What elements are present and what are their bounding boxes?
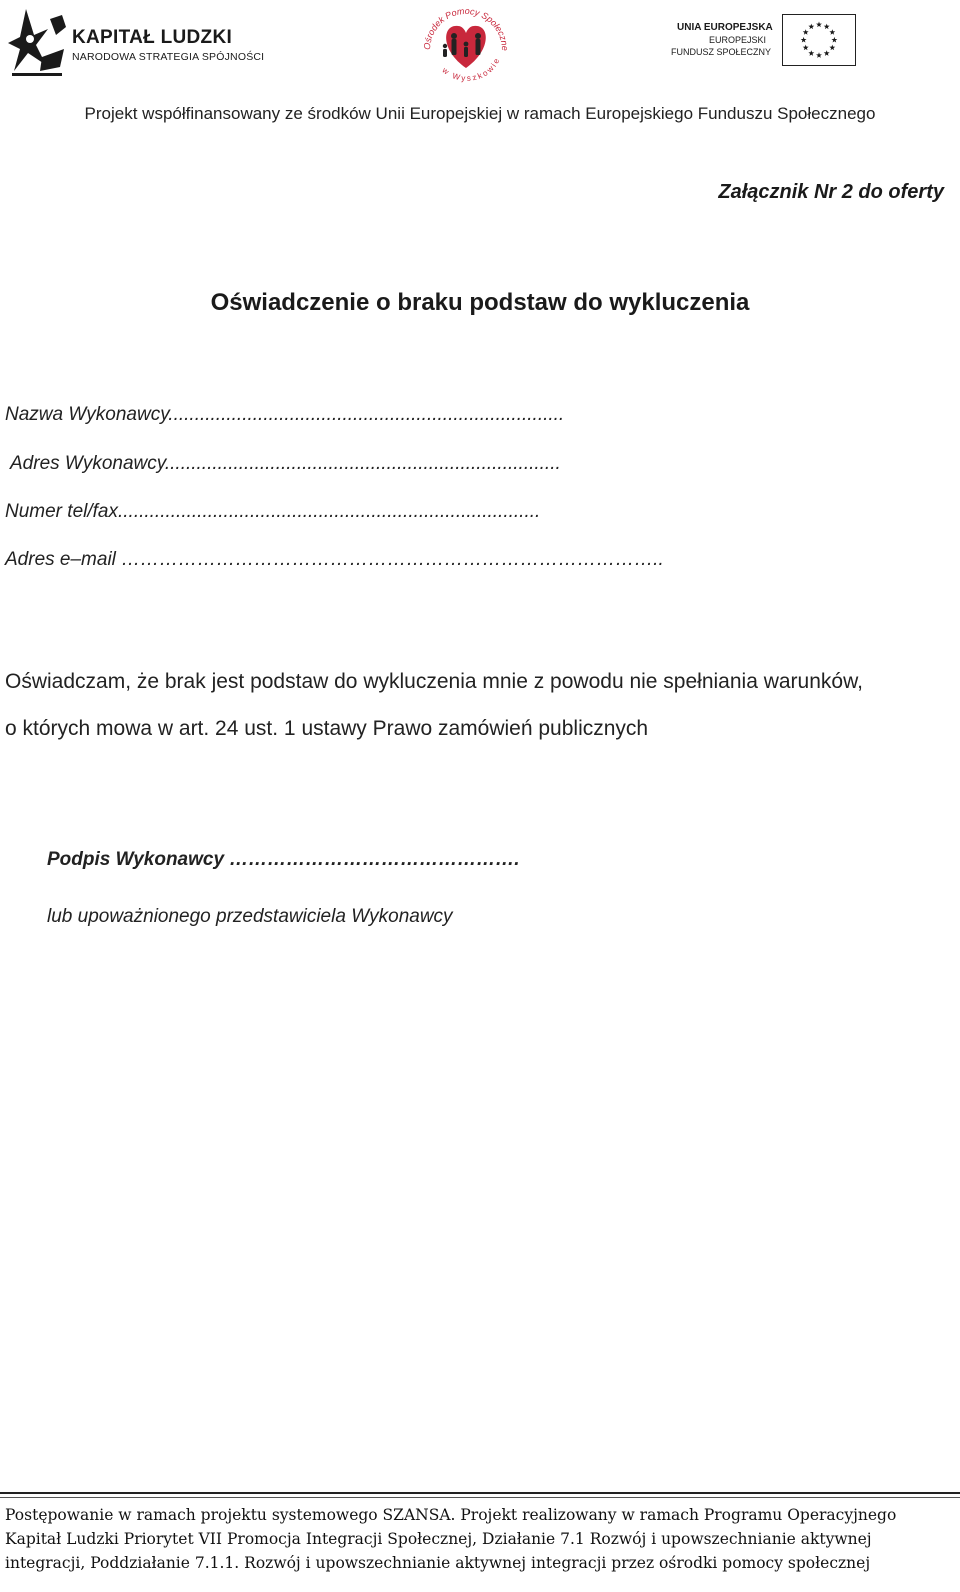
eu-star-icon (829, 45, 835, 51)
ops-bottom-text: w Wyszkowie (440, 55, 502, 83)
footer-line-2: Kapitał Ludzki Priorytet VII Promocja Integracji Społecznej, Działanie 7.1 Rozwój i upowszechnianie aktywnej (5, 1530, 872, 1548)
eu-star-icon (803, 45, 809, 51)
kapital-ludzki-logo (6, 5, 265, 77)
email-field: Adres e–mail ………………………………………………………………………….. (5, 549, 664, 570)
document-title: Oświadczenie o braku podstaw do wykluczenia (210, 289, 750, 316)
kapital-ludzki-star-icon (6, 5, 68, 77)
eu-star-icon (801, 37, 807, 43)
eu-flag-icon (782, 14, 856, 66)
signature-line: Podpis Wykonawcy ………………………………………. (47, 849, 520, 870)
eu-star-icon (829, 29, 835, 35)
eu-star-icon (808, 24, 814, 30)
ops-family-heart-icon (420, 2, 512, 84)
project-cofinancing-line: Projekt współfinansowany ze środków Unii Europejskiej w ramach Europejskiego Funduszu Społecznego (84, 104, 876, 123)
ops-wyszkow-logo (420, 2, 512, 84)
eu-social-fund-logo (671, 14, 857, 68)
eu-star-icon (824, 50, 830, 56)
declaration-line-2: o których mowa w art. 24 ust. 1 ustawy Prawo zamówień publicznych (5, 717, 649, 740)
footer-divider-thin (0, 1497, 960, 1498)
contractor-address-field: Adres Wykonawcy........................................................................... (10, 453, 561, 474)
ops-arc-text: Ośrodek Pomocy Społeczne (421, 5, 511, 51)
attachment-label: Załącznik Nr 2 do oferty (718, 181, 944, 203)
footer-line-1: Postępowanie w ramach projektu systemowego SZANSA. Projekt realizowany w ramach Programu Operacyjnego (5, 1506, 897, 1524)
eu-logo-line2: EUROPEJSKI (709, 35, 767, 45)
footer-line-3: integracji, Poddziałanie 7.1.1. Rozwój i upowszechnianie aktywnej integracji przez ośrodki pomocy społecznej (5, 1554, 871, 1572)
eu-logo-line3: FUNDUSZ SPOŁECZNY (671, 47, 772, 57)
eu-star-icon (803, 29, 809, 35)
eu-star-icon (824, 24, 830, 30)
eu-star-icon (831, 37, 837, 43)
kapital-ludzki-subtitle: NARODOWA STRATEGIA SPÓJNOŚCI (72, 51, 265, 63)
footer-divider (0, 1492, 960, 1494)
eu-star-icon (816, 52, 822, 58)
eu-star-icon (808, 50, 814, 56)
contractor-name-field: Nazwa Wykonawcy........................................................................... (5, 404, 565, 425)
footer (5, 1503, 955, 1575)
declaration-line-1: Oświadczam, że brak jest podstaw do wykluczenia mnie z powodu nie spełniania warunków, (5, 670, 863, 693)
phone-fax-field: Numer tel/fax................................................................................ (5, 501, 541, 522)
eu-logo-line1: UNIA EUROPEJSKA (677, 22, 773, 33)
eu-star-icon (816, 22, 822, 28)
kapital-ludzki-title: KAPITAŁ LUDZKI (72, 27, 233, 48)
declaration-statement (5, 658, 955, 752)
signature-subtitle: lub upoważnionego przedstawiciela Wykonawcy (47, 906, 453, 927)
